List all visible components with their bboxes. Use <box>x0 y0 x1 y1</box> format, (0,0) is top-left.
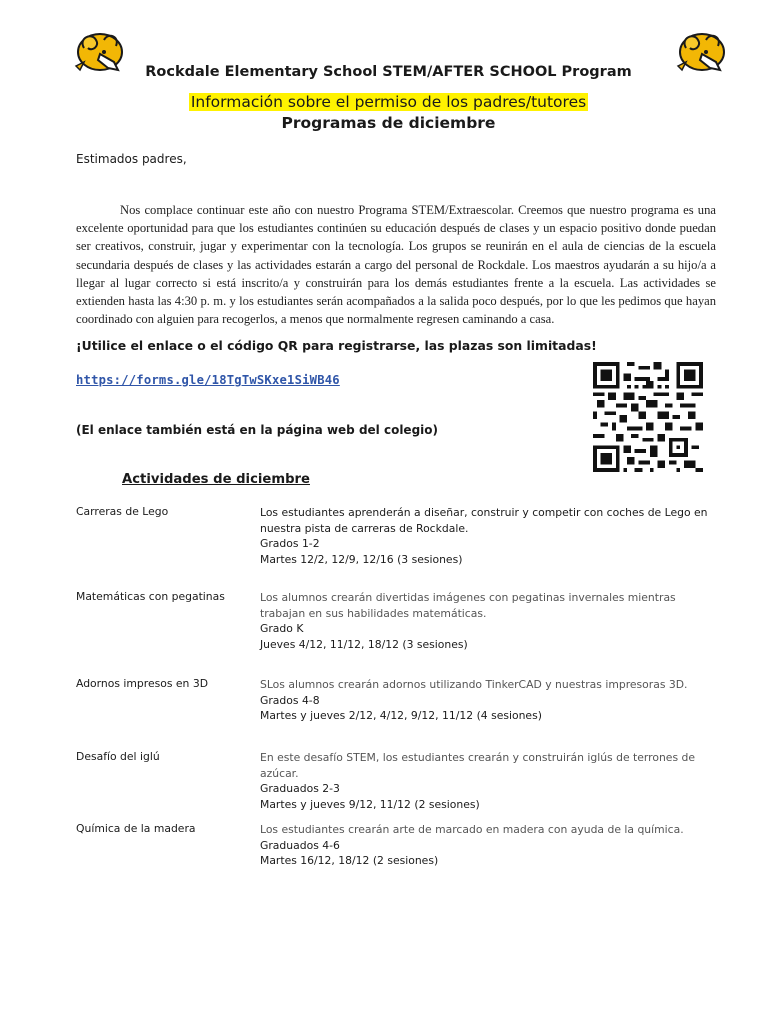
activity-schedule: Martes y jueves 9/12, 11/12 (2 sesiones) <box>260 797 480 811</box>
activity-description: En este desafío STEM, los estudiantes crearán y construirán iglús de terrones de azúcar. <box>260 751 696 780</box>
permission-title <box>0 92 777 111</box>
activity-description: Los alumnos crearán divertidas imágenes con pegatinas invernales mientras trabajan en sus habilidades matemáticas. <box>260 591 676 620</box>
activity-details <box>260 505 716 567</box>
highlighted-title-text: Información sobre el permiso de los padres/tutores <box>190 93 587 111</box>
greeting: Estimados padres, <box>76 152 187 166</box>
activity-name: Carreras de Lego <box>76 505 169 518</box>
activity-description: SLos alumnos crearán adornos utilizando TinkerCAD y nuestras impresoras 3D. <box>260 678 688 691</box>
activity-details <box>260 750 716 812</box>
activity-details <box>260 590 716 652</box>
activity-schedule: Martes 12/2, 12/9, 12/16 (3 sesiones) <box>260 552 463 566</box>
intro-text: Nos complace continuar este año con nuestro Programa STEM/Extraescolar. Creemos que nuestro programa es una excelente oportunidad para que los estudiantes continúen su educación después de clases y un espacio positivo donde puedan ser creativos, construir, jugar y experimentar con la tecnología. Los grupos se reunirán en el aula de ciencias de la escuela secundaria después de clases y las actividades estarán a cargo del personal de Rockdale. Los maestros ayudarán a su hijo/a a llegar al lugar correcto si está inscrito/a y construirán para los demás estudiantes frente a la escuela. Las actividades se extienden hasta las 4:30 p. m. y los estudiantes serán acompañados a la salida poco después, por lo que les pedimos que hayan coordinado con alguien para recogerlos, a menos que normalmente regresen caminando a casa. <box>76 203 716 327</box>
activity-grade: Grados 4-8 <box>260 693 320 707</box>
activity-schedule: Martes 16/12, 18/12 (2 sesiones) <box>260 854 439 868</box>
registration-callout: ¡Utilice el enlace o el código QR para registrarse, las plazas son limitadas! <box>76 338 597 353</box>
activity-name: Matemáticas con pegatinas <box>76 590 225 603</box>
link-note: (El enlace también está en la página web del colegio) <box>76 423 438 437</box>
activity-name: Desafío del iglú <box>76 750 160 763</box>
activity-grade: Graduados 2-3 <box>260 782 340 796</box>
qr-code[interactable] <box>593 362 703 472</box>
activity-grade: Graduados 4-6 <box>260 838 340 852</box>
intro-paragraph <box>76 201 716 328</box>
programs-title: Programas de diciembre <box>281 114 496 132</box>
activity-schedule: Jueves 4/12, 11/12, 18/12 (3 sesiones) <box>260 637 468 651</box>
activity-description: Los estudiantes crearán arte de marcado en madera con ayuda de la química. <box>260 823 684 836</box>
activity-grade: Grados 1-2 <box>260 537 320 551</box>
activity-grade: Grado K <box>260 622 304 636</box>
activity-details <box>260 822 716 869</box>
activity-details <box>260 677 716 724</box>
activity-description: Los estudiantes aprenderán a diseñar, construir y competir con coches de Lego en nuestra pista de carreras de Rockdale. <box>260 506 708 535</box>
registration-link[interactable]: https://forms.gle/18TgTwSKxe1SiWB46 <box>76 373 340 387</box>
activity-schedule: Martes y jueves 2/12, 4/12, 9/12, 11/12 (4 sesiones) <box>260 709 542 723</box>
activities-heading: Actividades de diciembre <box>122 472 310 487</box>
activity-name: Química de la madera <box>76 822 196 835</box>
activity-name: Adornos impresos en 3D <box>76 677 209 690</box>
school-title: Rockdale Elementary School STEM/AFTER SCHOOL Program <box>145 64 632 80</box>
